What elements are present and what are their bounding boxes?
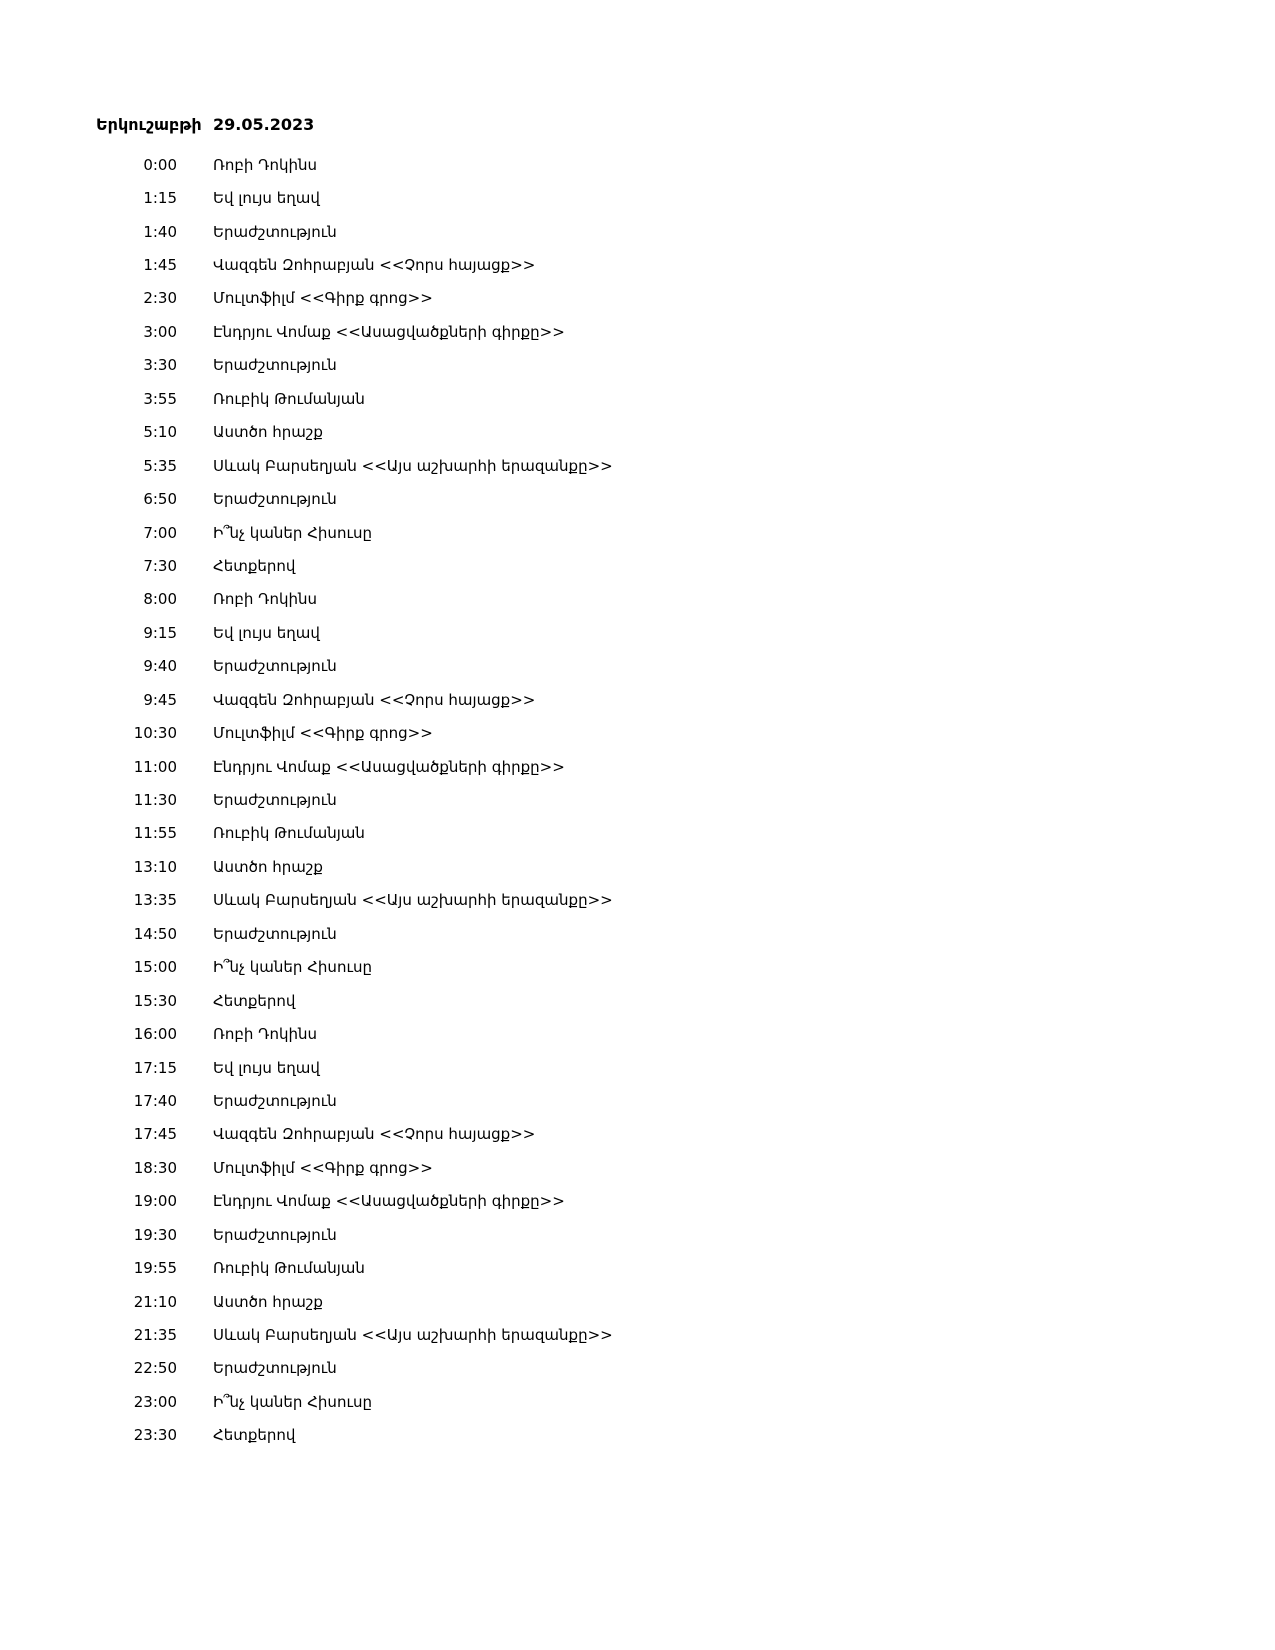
program-title: Սևակ Բարսեղյան <<Այս աշխարհի երազանքը>>: [213, 456, 613, 475]
program-title: Ի՞նչ կաներ Հիսուսը: [213, 1392, 372, 1411]
schedule-row: [0, 850, 1275, 883]
time-cell: 8:00: [143, 590, 177, 609]
time-cell: 15:30: [133, 991, 177, 1010]
program-title: Վազգեն Զոհրաբյան <<Չորս հայացք>>: [213, 1125, 536, 1144]
program-title: Հետքերով: [213, 1426, 296, 1445]
program-title: Ի՞նչ կաներ Հիսուսը: [213, 958, 372, 977]
time-cell: 17:45: [133, 1125, 177, 1144]
schedule-row: [0, 1285, 1275, 1318]
time-cell: 1:15: [143, 189, 177, 208]
program-title: Մուլտֆիլմ <<Գիրք գրոց>>: [213, 289, 433, 308]
time-cell: 11:55: [133, 824, 177, 843]
schedule-row: [0, 382, 1275, 415]
program-title: Սևակ Բարսեղյան <<Այս աշխարհի երազանքը>>: [213, 1326, 613, 1345]
time-cell: 15:00: [133, 958, 177, 977]
schedule-row: [0, 1318, 1275, 1351]
time-cell: 22:50: [133, 1359, 177, 1378]
program-title: Երաժշտություն: [213, 356, 337, 375]
time-cell: 23:30: [133, 1426, 177, 1445]
program-title: Երաժշտություն: [213, 924, 337, 943]
program-title: Ռոբի Դոկինս: [213, 1025, 317, 1044]
time-cell: 23:00: [133, 1392, 177, 1411]
schedule-row: [0, 549, 1275, 582]
weekday-label: Երկուշաբթի: [96, 115, 202, 134]
schedule-row: [0, 315, 1275, 348]
program-title: Էնդրյու Վոմաք <<Ասացվածքների գիրքը>>: [213, 757, 565, 776]
schedule-list: [0, 148, 1275, 1452]
date-label: 29.05.2023: [213, 115, 315, 134]
schedule-row: [0, 951, 1275, 984]
schedule-row: [0, 148, 1275, 181]
time-cell: 16:00: [133, 1025, 177, 1044]
program-title: Հետքերով: [213, 991, 296, 1010]
program-title: Էնդրյու Վոմաք <<Ասացվածքների գիրքը>>: [213, 322, 565, 341]
time-cell: 10:30: [133, 724, 177, 743]
schedule-row: [0, 282, 1275, 315]
schedule-row: [0, 349, 1275, 382]
schedule-row: [0, 716, 1275, 749]
time-cell: 6:50: [143, 490, 177, 509]
program-title: Էնդրյու Վոմաք <<Ասացվածքների գիրքը>>: [213, 1192, 565, 1211]
time-cell: 18:30: [133, 1158, 177, 1177]
schedule-row: [0, 1084, 1275, 1117]
program-title: Եվ լույս եղավ: [213, 189, 320, 208]
time-cell: 13:35: [133, 891, 177, 910]
program-title: Մուլտֆիլմ <<Գիրք գրոց>>: [213, 1158, 433, 1177]
program-title: Վազգեն Զոհրաբյան <<Չորս հայացք>>: [213, 690, 536, 709]
schedule-row: [0, 683, 1275, 716]
schedule-row: [0, 516, 1275, 549]
schedule-row: [0, 181, 1275, 214]
schedule-row: [0, 1017, 1275, 1050]
time-cell: 0:00: [143, 155, 177, 174]
schedule-row: [0, 215, 1275, 248]
program-title: Երաժշտություն: [213, 490, 337, 509]
schedule-row: [0, 1251, 1275, 1284]
time-cell: 9:45: [143, 690, 177, 709]
program-title: Երաժշտություն: [213, 1359, 337, 1378]
program-title: Ռուբիկ Թումանյան: [213, 824, 365, 843]
schedule-row: [0, 650, 1275, 683]
time-cell: 7:30: [143, 556, 177, 575]
time-cell: 11:00: [133, 757, 177, 776]
time-cell: 2:30: [143, 289, 177, 308]
schedule-row: [0, 1051, 1275, 1084]
schedule-row: [0, 1151, 1275, 1184]
program-title: Երաժշտություն: [213, 791, 337, 810]
time-cell: 3:30: [143, 356, 177, 375]
schedule-row: [0, 248, 1275, 281]
time-cell: 9:15: [143, 623, 177, 642]
program-title: Ռուբիկ Թումանյան: [213, 389, 365, 408]
program-title: Ռոբի Դոկինս: [213, 155, 317, 174]
schedule-row: [0, 884, 1275, 917]
time-cell: 19:55: [133, 1259, 177, 1278]
time-cell: 3:55: [143, 389, 177, 408]
program-title: Եվ լույս եղավ: [213, 623, 320, 642]
schedule-row: [0, 616, 1275, 649]
program-title: Սևակ Բարսեղյան <<Այս աշխարհի երազանքը>>: [213, 891, 613, 910]
program-title: Երաժշտություն: [213, 657, 337, 676]
schedule-header: [0, 115, 1275, 141]
time-cell: 5:10: [143, 423, 177, 442]
schedule-row: [0, 750, 1275, 783]
schedule-row: [0, 416, 1275, 449]
schedule-row: [0, 1385, 1275, 1418]
program-title: Եվ լույս եղավ: [213, 1058, 320, 1077]
schedule-row: [0, 783, 1275, 816]
program-title: Երաժշտություն: [213, 222, 337, 241]
time-cell: 19:30: [133, 1225, 177, 1244]
program-title: Հետքերով: [213, 556, 296, 575]
time-cell: 3:00: [143, 322, 177, 341]
time-cell: 7:00: [143, 523, 177, 542]
time-cell: 17:15: [133, 1058, 177, 1077]
schedule-row: [0, 1218, 1275, 1251]
schedule-row: [0, 817, 1275, 850]
schedule-row: [0, 1185, 1275, 1218]
program-title: Երաժշտություն: [213, 1225, 337, 1244]
program-title: Ռոբի Դոկինս: [213, 590, 317, 609]
time-cell: 19:00: [133, 1192, 177, 1211]
program-title: Վազգեն Զոհրաբյան <<Չորս հայացք>>: [213, 256, 536, 275]
time-cell: 11:30: [133, 791, 177, 810]
time-cell: 5:35: [143, 456, 177, 475]
time-cell: 14:50: [133, 924, 177, 943]
schedule-row: [0, 482, 1275, 515]
time-cell: 1:40: [143, 222, 177, 241]
schedule-row: [0, 583, 1275, 616]
schedule-row: [0, 449, 1275, 482]
schedule-row: [0, 1352, 1275, 1385]
time-cell: 13:10: [133, 857, 177, 876]
program-title: Աստծո հրաշք: [213, 423, 323, 442]
time-cell: 1:45: [143, 256, 177, 275]
program-title: Ի՞նչ կաներ Հիսուսը: [213, 523, 372, 542]
program-title: Ռուբիկ Թումանյան: [213, 1259, 365, 1278]
program-title: Երաժշտություն: [213, 1091, 337, 1110]
program-title: Աստծո հրաշք: [213, 1292, 323, 1311]
schedule-row: [0, 1118, 1275, 1151]
schedule-row: [0, 984, 1275, 1017]
schedule-row: [0, 917, 1275, 950]
time-cell: 9:40: [143, 657, 177, 676]
time-cell: 21:35: [133, 1326, 177, 1345]
time-cell: 17:40: [133, 1091, 177, 1110]
time-cell: 21:10: [133, 1292, 177, 1311]
program-title: Մուլտֆիլմ <<Գիրք գրոց>>: [213, 724, 433, 743]
schedule-row: [0, 1419, 1275, 1452]
program-title: Աստծո հրաշք: [213, 857, 323, 876]
